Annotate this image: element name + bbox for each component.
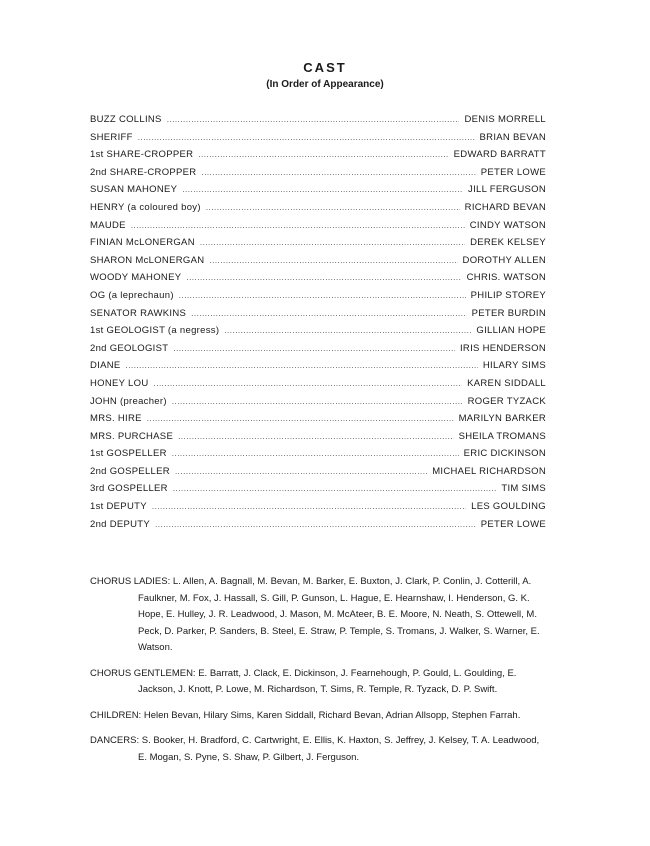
cast-row (90, 396, 546, 414)
cast-actor: SHEILA TROMANS (458, 430, 546, 442)
cast-row (90, 202, 546, 220)
cast-actor: CHRIS. WATSON (466, 272, 546, 284)
cast-actor: MARILYN BARKER (458, 413, 546, 425)
cast-row (90, 290, 546, 308)
cast-row (90, 360, 546, 378)
cast-row (90, 167, 546, 185)
ensemble-group (90, 733, 550, 766)
cast-role: JOHN (preacher) (90, 395, 167, 407)
dot-leader (173, 344, 455, 353)
ensemble-group (90, 708, 550, 725)
cast-role: WOODY MAHONEY (90, 272, 182, 284)
dot-leader (126, 361, 478, 370)
cast-actor: BRIAN BEVAN (479, 131, 546, 143)
dot-leader (182, 185, 463, 194)
cast-role: SUSAN MAHONEY (90, 184, 178, 196)
ensemble-names: Helen Bevan, Hilary Sims, Karen Siddall, Richard Bevan, Adrian Allsopp, Stephen Farrah. (143, 709, 521, 721)
cast-row (90, 220, 546, 238)
dot-leader (167, 115, 460, 124)
cast-row (90, 501, 546, 519)
dot-leader (200, 238, 465, 247)
cast-row (90, 483, 546, 501)
cast-row (90, 325, 546, 343)
dot-leader (152, 502, 466, 511)
dot-leader (191, 309, 466, 318)
cast-role: 1st GEOLOGIST (a negress) (90, 325, 220, 337)
cast-row (90, 149, 546, 167)
ensemble-group (90, 574, 550, 657)
cast-actor: TIM SIMS (501, 483, 546, 495)
cast-role: 1st SHARE-CROPPER (90, 149, 194, 161)
dot-leader (173, 484, 497, 493)
dot-leader (209, 256, 457, 265)
cast-actor: RICHARD BEVAN (464, 201, 546, 213)
cast-list (90, 114, 546, 536)
cast-role: BUZZ COLLINS (90, 114, 162, 125)
ensemble-label: CHILDREN: (90, 709, 142, 721)
cast-actor: HILARY SIMS (482, 360, 546, 372)
dot-leader (172, 397, 463, 406)
cast-role: HENRY (a coloured boy) (90, 201, 201, 213)
dot-leader (154, 379, 463, 388)
ensemble-names: S. Booker, H. Bradford, C. Cartwright, E. Ellis, K. Haxton, S. Jeffrey, J. Kelsey, T. A. Leadwood, E. Mogan, S. Pyne, S. Shaw, P. Gilbert, J. Ferguson. (138, 735, 540, 763)
cast-role: HONEY LOU (90, 377, 149, 389)
cast-actor: IRIS HENDERSON (459, 342, 546, 354)
cast-actor: ROGER TYZACK (467, 395, 546, 407)
ensemble-list (90, 574, 550, 775)
cast-row (90, 519, 546, 537)
cast-role: OG (a leprechaun) (90, 289, 174, 301)
cast-role: 2nd GOSPELLER (90, 465, 170, 477)
cast-actor: MICHAEL RICHARDSON (432, 465, 546, 477)
cast-row (90, 378, 546, 396)
ensemble-group (90, 666, 550, 699)
cast-role: 2nd DEPUTY (90, 518, 151, 530)
cast-actor: CINDY WATSON (469, 219, 546, 231)
cast-row (90, 184, 546, 202)
dot-leader (198, 150, 448, 159)
cast-row (90, 237, 546, 255)
dot-leader (224, 326, 471, 335)
dot-leader (201, 168, 475, 177)
cast-actor: PETER LOWE (480, 518, 546, 530)
cast-row (90, 431, 546, 449)
cast-actor: PHILIP STOREY (470, 289, 546, 301)
cast-actor: PETER LOWE (480, 166, 546, 178)
ensemble-label: CHORUS LADIES: (90, 576, 171, 587)
cast-actor: LES GOULDING (471, 501, 546, 513)
ensemble-label: CHORUS GENTLEMEN: (90, 667, 196, 679)
cast-row (90, 466, 546, 484)
dot-leader (179, 291, 466, 300)
cast-role: SENATOR RAWKINS (90, 307, 187, 319)
cast-row (90, 255, 546, 273)
cast-row (90, 343, 546, 361)
cast-row (90, 413, 546, 431)
dot-leader (147, 414, 454, 423)
cast-row (90, 114, 546, 132)
dot-leader (155, 520, 476, 529)
cast-role: 1st DEPUTY (90, 501, 147, 513)
cast-row (90, 308, 546, 326)
page-subtitle: (In Order of Appearance) (266, 79, 384, 90)
dot-leader (186, 273, 461, 282)
dot-leader (178, 432, 453, 441)
dot-leader (131, 221, 465, 230)
cast-role: MRS. HIRE (90, 413, 142, 425)
cast-role: 2nd SHARE-CROPPER (90, 166, 197, 178)
dot-leader (138, 133, 475, 142)
cast-actor: DEREK KELSEY (470, 237, 546, 249)
cast-row (90, 272, 546, 290)
cast-actor: ERIC DICKINSON (463, 448, 546, 460)
cast-role: FINIAN McLONERGAN (90, 237, 195, 249)
cast-actor: DENIS MORRELL (464, 114, 546, 125)
cast-actor: KAREN SIDDALL (467, 377, 546, 389)
cast-actor: EDWARD BARRATT (453, 149, 546, 161)
cast-row (90, 448, 546, 466)
cast-role: 2nd GEOLOGIST (90, 342, 169, 354)
cast-role: SHARON McLONERGAN (90, 254, 205, 266)
dot-leader (206, 203, 460, 212)
ensemble-names: E. Barratt, J. Clack, E. Dickinson, J. Fearnehough, P. Gould, L. Goulding, E. Jackson, J. Knott, P. Lowe, M. Richardson, T. Sims, R. Temple, R. Tyzack, D. P. Swift. (138, 667, 517, 695)
cast-role: 3rd GOSPELLER (90, 483, 168, 495)
cast-actor: PETER BURDIN (471, 307, 546, 319)
ensemble-names: L. Allen, A. Bagnall, M. Bevan, M. Barker, E. Buxton, J. Clark, P. Conlin, J. Cotterill, A. Faulkner, M. Fox, J. Hassall, S. Gill, P. Gunson, L. Hague, E. Hearnshaw, I. Henderson, G. K. Hope, E. Hulley, J. R. Leadwood, J. Mason, M. McAteer, B. E. Moore, N. Neath, S. Ottewell, M. Peck, D. Parker, P. Sanders, B. Steel, E. Straw, P. Temple, S. Tromans, J. Walker, S. Warner, E. Watson. (138, 576, 540, 653)
page-title: CAST (303, 60, 347, 75)
dot-leader (175, 467, 427, 476)
ensemble-label: DANCERS: (90, 735, 140, 746)
cast-row (90, 132, 546, 150)
cast-role: DIANE (90, 360, 121, 372)
cast-actor: DOROTHY ALLEN (462, 254, 546, 266)
cast-role: 1st GOSPELLER (90, 448, 167, 460)
cast-role: MAUDE (90, 219, 126, 231)
cast-actor: GILLIAN HOPE (476, 325, 546, 337)
cast-role: SHERIFF (90, 131, 133, 143)
cast-actor: JILL FERGUSON (468, 184, 546, 196)
cast-role: MRS. PURCHASE (90, 430, 174, 442)
dot-leader (172, 449, 459, 458)
